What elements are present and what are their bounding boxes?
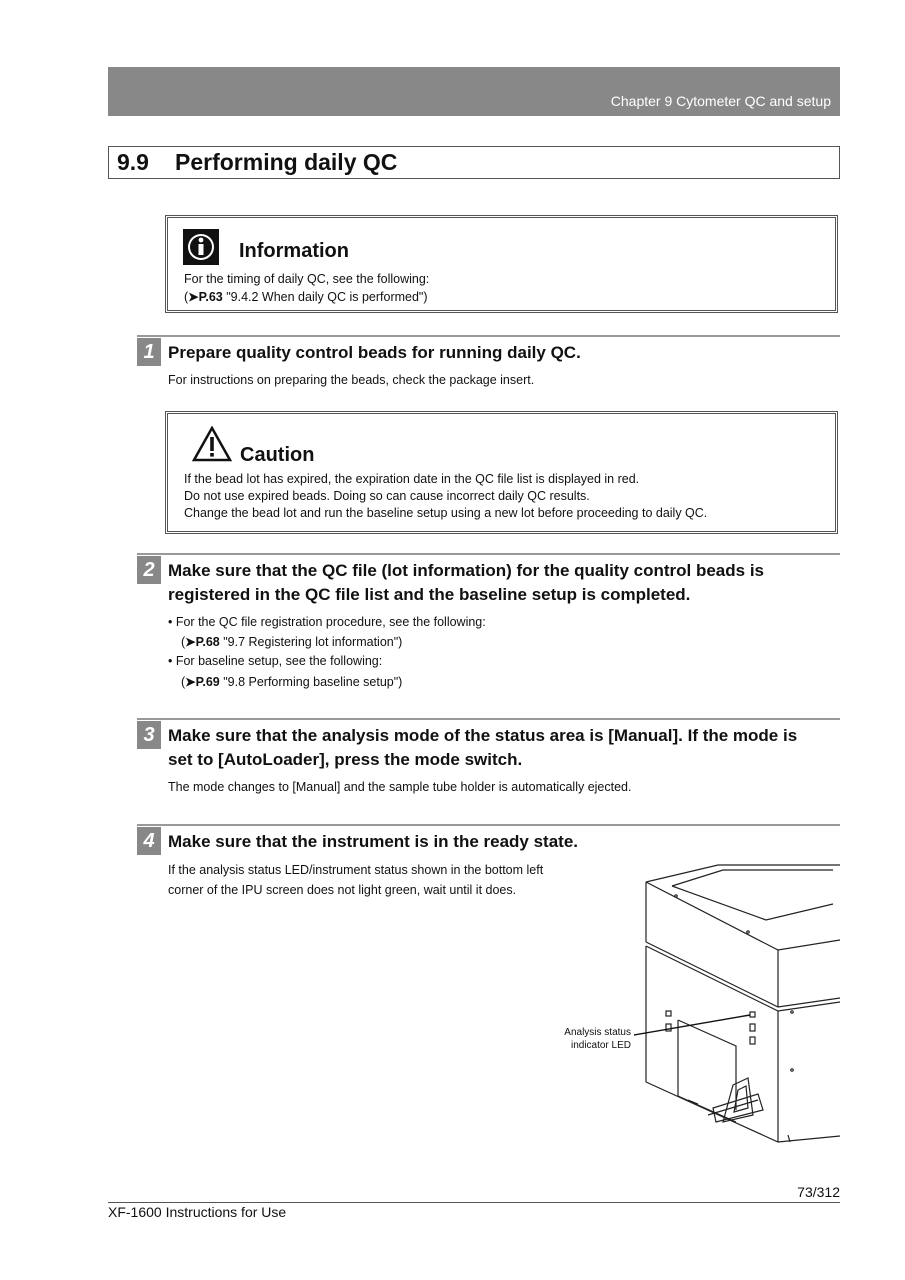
step-2-reference-2: (➤P.69 "9.8 Performing baseline setup"): [181, 675, 403, 689]
step-3-heading-line-1: Make sure that the analysis mode of the status area is [Manual]. If the mode is: [168, 726, 798, 745]
step-2-bullet-1: • For the QC file registration procedure, see the following:: [168, 615, 486, 629]
information-title: Information: [239, 240, 349, 262]
callout-label-line-1: Analysis status: [564, 1027, 631, 1038]
section-number: 9.9: [117, 149, 149, 175]
cytometer-drawing: [548, 860, 840, 1150]
step-3-badge: 3: [137, 721, 161, 749]
section-title: [108, 146, 840, 179]
step-2-ref-2-page[interactable]: ➤P.69: [185, 675, 220, 689]
information-reference: (➤P.63 "9.4.2 When daily QC is performed"): [184, 290, 428, 304]
caution-line-1: If the bead lot has expired, the expiration date in the QC file list is displayed in red.: [184, 472, 640, 486]
information-text: For the timing of daily QC, see the following:: [184, 272, 430, 286]
step-2-heading-line-1: Make sure that the QC file (lot information) for the quality control beads is: [168, 561, 765, 580]
caution-box: [165, 411, 838, 534]
information-box: [165, 215, 838, 313]
step-3-heading-line-2: set to [AutoLoader], press the mode switch.: [168, 750, 523, 769]
step-4-body: If the analysis status LED/instrument status shown in the bottom left corner of the IPU screen does not light green, wait until it does.: [168, 863, 544, 897]
step-2-badge: 2: [137, 556, 161, 584]
caution-line-3: Change the bead lot and run the baseline setup using a new lot before proceeding to daily QC.: [184, 506, 708, 520]
information-icon: [183, 229, 219, 265]
caution-title: Caution: [240, 444, 315, 466]
instrument-illustration: [548, 860, 840, 1150]
chapter-title: Chapter 9 Cytometer QC and setup: [610, 93, 831, 109]
step-4-heading: Make sure that the instrument is in the ready state.: [168, 832, 579, 851]
step-2-reference-1: (➤P.68 "9.7 Registering lot information"): [181, 635, 403, 649]
step-1-heading: Prepare quality control beads for running daily QC.: [168, 343, 581, 362]
step-3-body: The mode changes to [Manual] and the sample tube holder is automatically ejected.: [168, 780, 632, 794]
callout-label-line-2: indicator LED: [570, 1040, 631, 1051]
step-4-rule: [137, 824, 840, 826]
warning-icon: [192, 426, 232, 462]
chapter-header-bar: [108, 67, 840, 116]
step-2-rule: [137, 553, 840, 555]
step-1-body: For instructions on preparing the beads, check the package insert.: [168, 373, 535, 387]
footer-rule: [108, 1202, 840, 1203]
step-1-rule: [137, 335, 840, 337]
section-heading: Performing daily QC: [175, 149, 398, 175]
step-4-badge: 4: [137, 827, 161, 855]
step-1-badge: 1: [137, 338, 161, 366]
information-ref-page[interactable]: ➤P.63: [188, 290, 223, 304]
footer-document-title: XF-1600 Instructions for Use: [108, 1204, 287, 1220]
caution-line-2: Do not use expired beads. Doing so can cause incorrect daily QC results.: [184, 489, 590, 503]
step-2-ref-1-page[interactable]: ➤P.68: [185, 635, 220, 649]
step-2-heading-line-2: registered in the QC file list and the baseline setup is completed.: [168, 585, 691, 604]
step-3-rule: [137, 718, 840, 720]
step-2-bullet-2: • For baseline setup, see the following:: [168, 654, 383, 668]
page-number: 73/312: [797, 1184, 840, 1200]
